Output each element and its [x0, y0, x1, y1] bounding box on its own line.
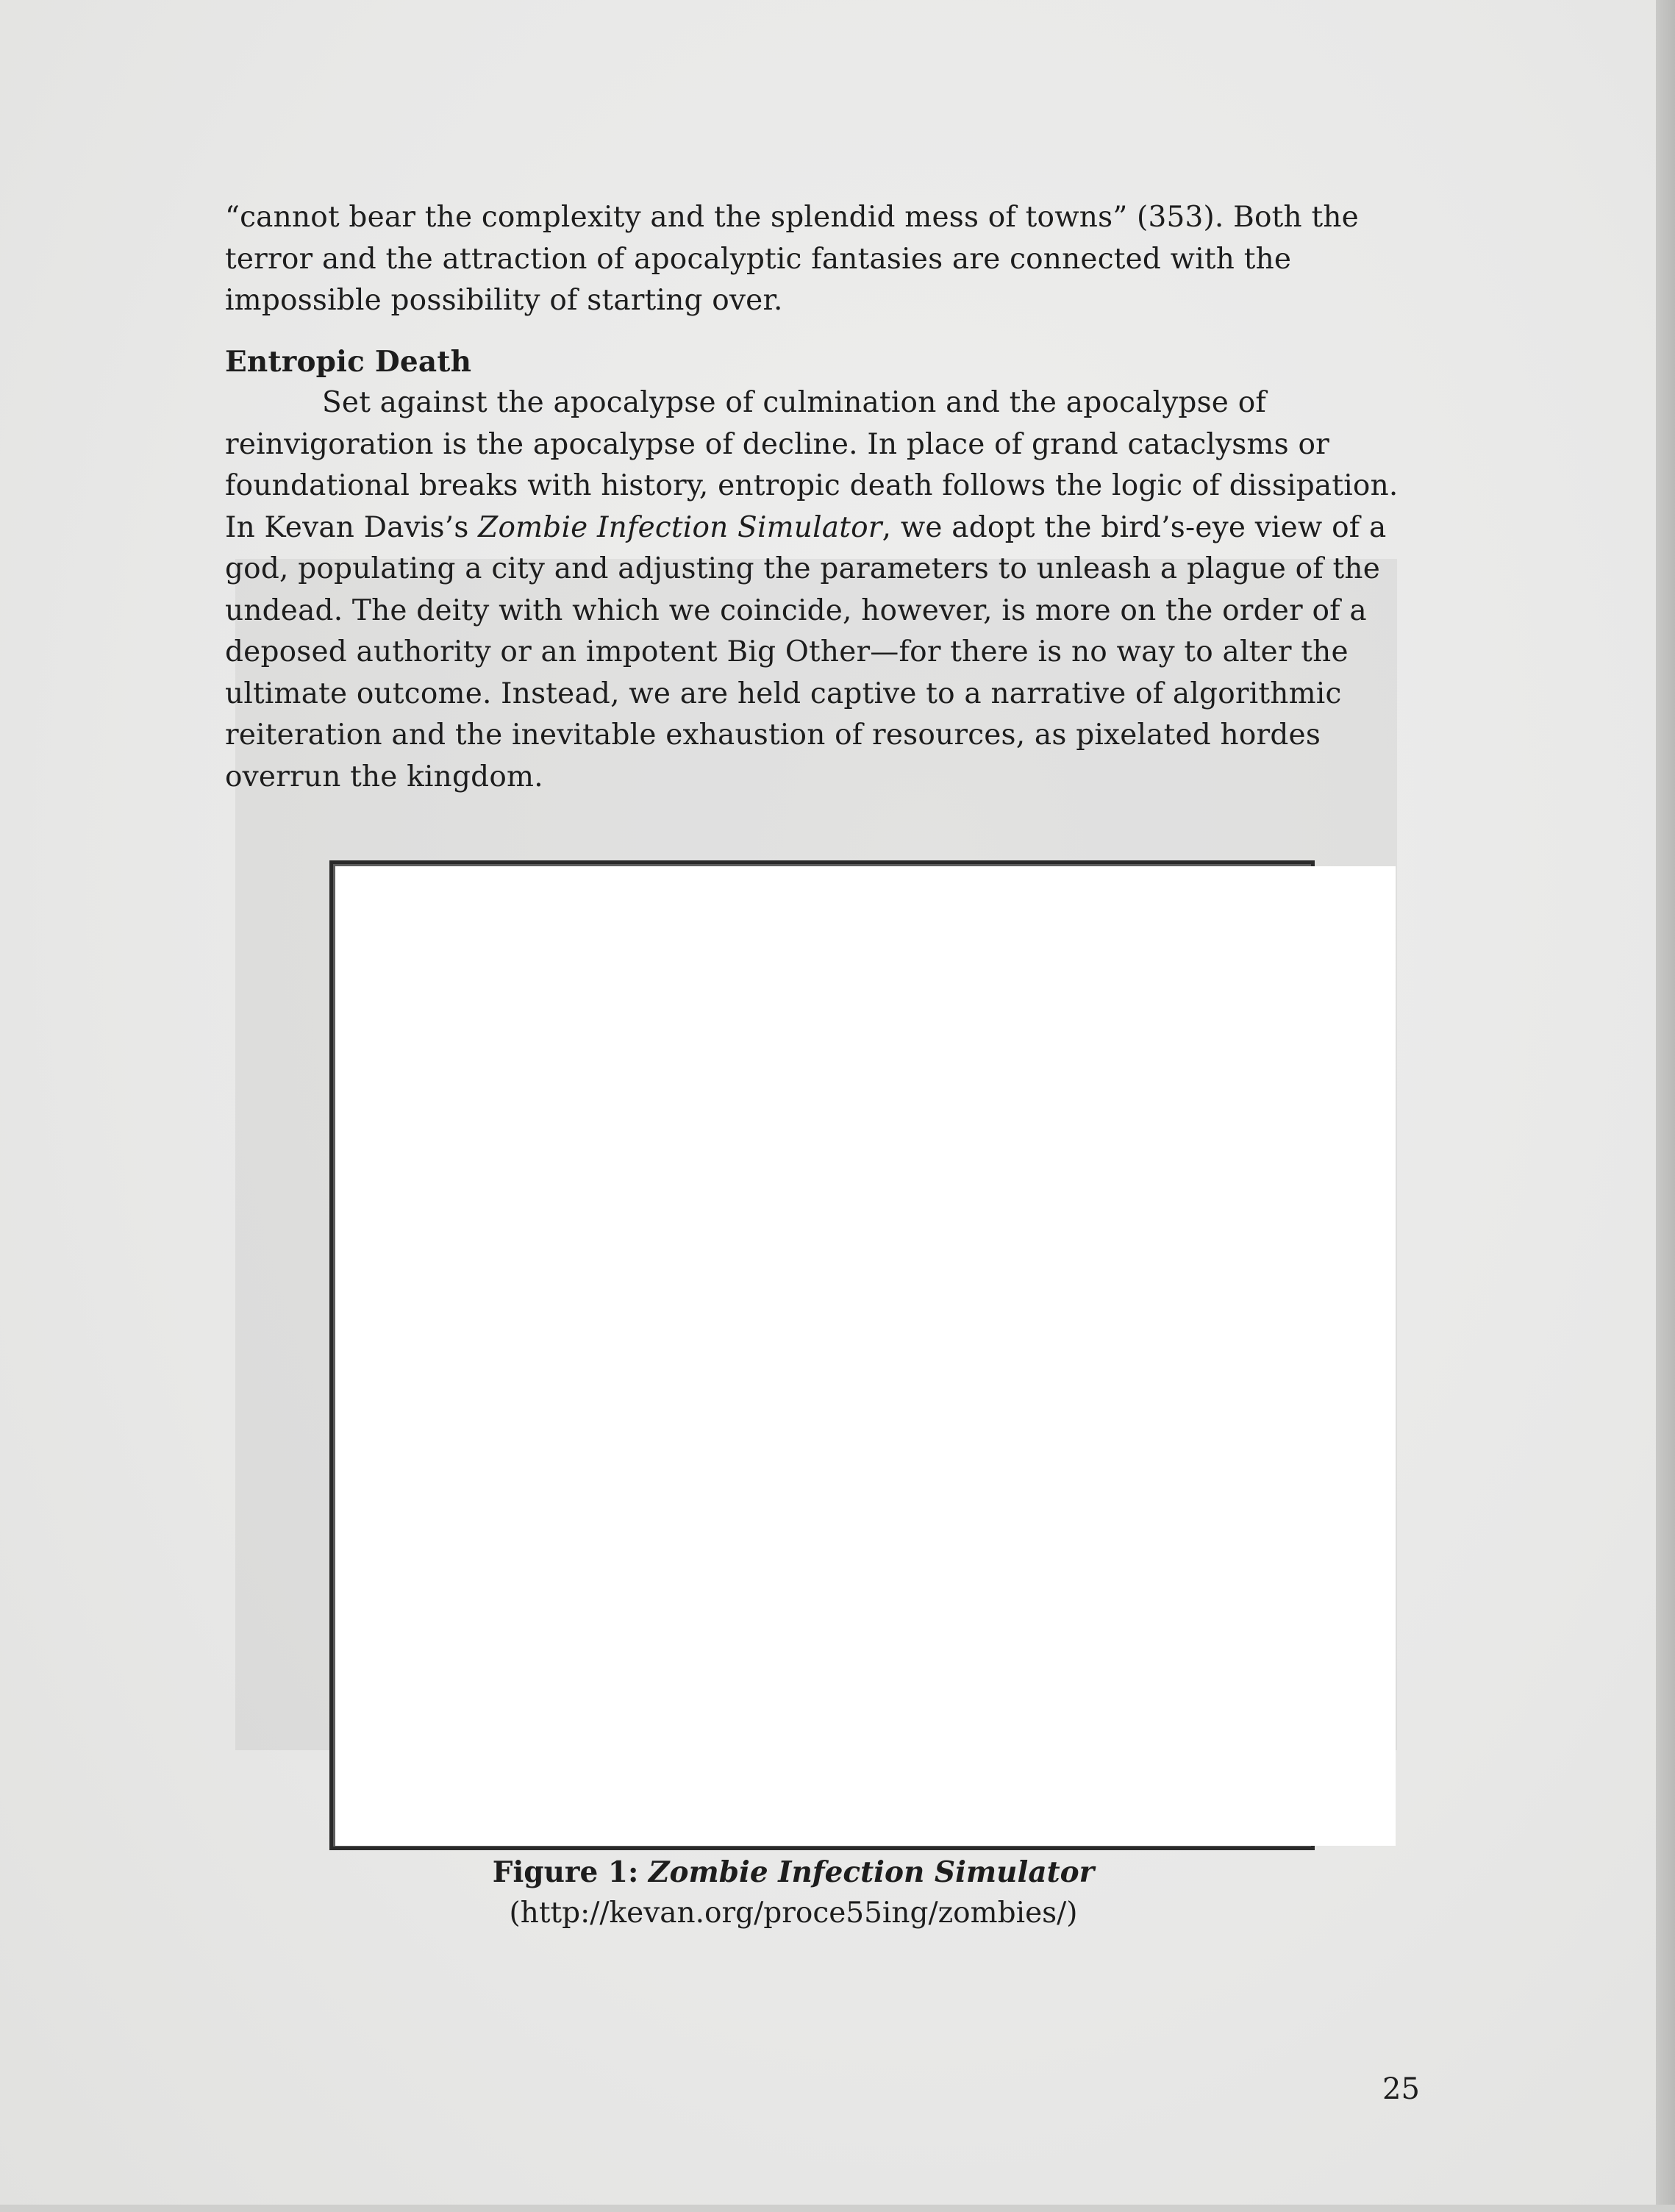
text-line [225, 507, 1431, 549]
text-line: ultimate outcome. Instead, we are held captive to a narrative of algorithmic [225, 677, 1342, 710]
caption-title: Zombie Infection Simulator [648, 1855, 1095, 1889]
text-line: undead. The deity with which we coincide, however, is more on the order of a [225, 593, 1367, 627]
text-line: Set against the apocalypse of culmination and the apocalypse of [322, 386, 1267, 419]
text-line: god, populating a city and adjusting the parameters to unleash a plague of the [225, 552, 1380, 585]
paragraph-1 [225, 197, 1431, 322]
text-line: reiteration and the inevitable exhaustion of resources, as pixelated hordes [225, 718, 1321, 752]
page-right-edge [1656, 0, 1675, 2212]
text-line: foundational breaks with history, entropic death follows the logic of dissipation. [225, 469, 1399, 502]
figure-caption-url: (http://kevan.org/proce55ing/zombies/) [509, 1897, 1078, 1930]
figure-image-placeholder [335, 866, 1396, 1846]
text-line: reinvigoration is the apocalypse of decline. In place of grand cataclysms or [225, 427, 1330, 461]
text-line: deposed authority or an impotent Big Other—for there is no way to alter the [225, 635, 1349, 668]
text-line: overrun the kingdom. [225, 760, 543, 793]
paragraph-2 [225, 382, 1431, 798]
figure-caption [0, 1852, 1631, 1894]
text-fragment: , we adopt the bird’s-eye view of a [882, 510, 1387, 544]
work-title: Zombie Infection Simulator [478, 510, 882, 544]
text-line: “cannot bear the complexity and the splendid mess of towns” (353). Both the [225, 201, 1359, 234]
section-heading: Entropic Death [225, 344, 472, 379]
caption-label: Figure 1: [492, 1855, 649, 1889]
text-fragment: In Kevan Davis’s [225, 510, 479, 544]
body-text [225, 197, 1431, 798]
text-line: impossible possibility of starting over. [225, 284, 783, 317]
page-number: 25 [1382, 2072, 1420, 2106]
text-line: terror and the attraction of apocalyptic fantasies are connected with the [225, 242, 1292, 276]
page-bottom-edge [0, 2205, 1675, 2212]
